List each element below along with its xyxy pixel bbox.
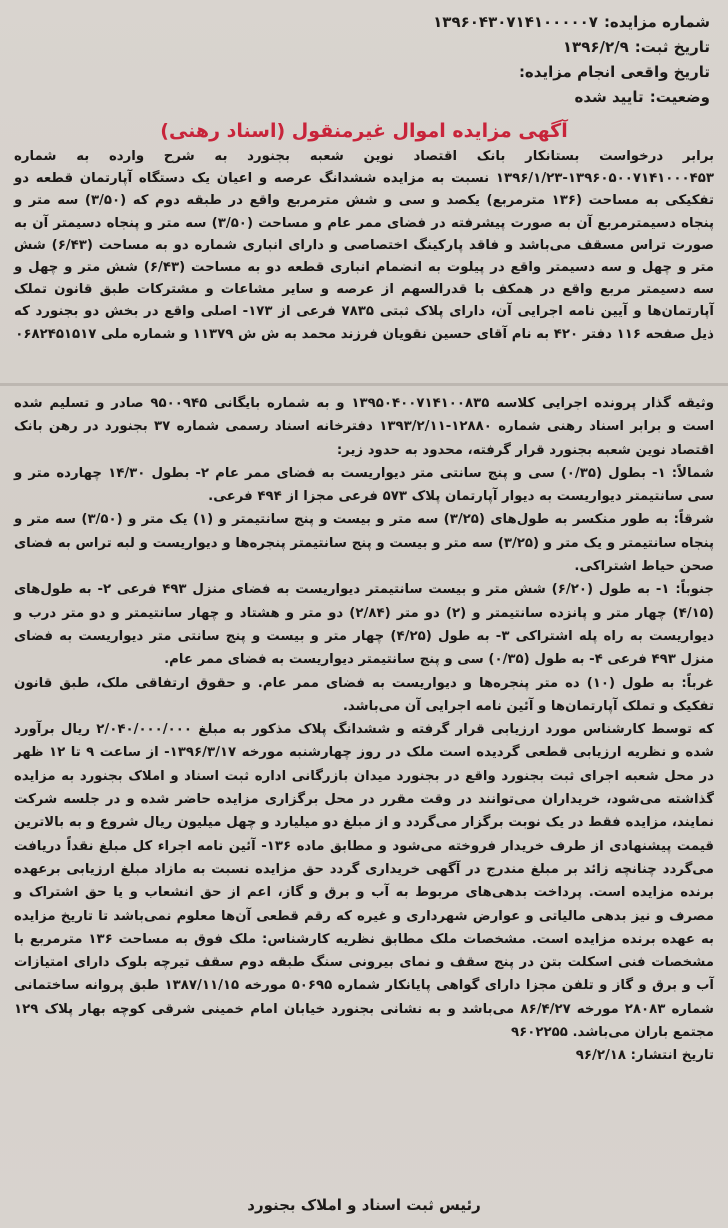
west-boundary: غرباً: به طول (۱۰) ده متر پنجره‌ها و دیواریست به فضای ممر عام. و حقوق ارتفاقی ملک، طبق قانون تفکیک و تملک آپارتمان‌ها و آئین نامه اجرایی آن می‌باشد. (14, 675, 714, 714)
east-boundary: شرقاً: به طور منکسر به طول‌های (۳/۲۵) سه متر و بیست و پنج سانتیمتر و (۱) یک متر و (۳/۵۰) سه متر و پنجاه سانتیمتر و یک متر و (۳/۲۵) سه متر و بیست و پنج سانتیمتر پنجره‌ها و دیواریست و لبه تراس به فضای صحن حیاط اشتراکی. (14, 512, 715, 575)
auction-number-label: شماره مزایده: (603, 13, 710, 31)
auction-number-row (290, 10, 710, 35)
signature: رئیس ثبت اسناد و املاک بجنورد (247, 1196, 481, 1214)
top-paragraph: برابر درخواست بستانکار بانک اقتصاد نوین شعبه بجنورد به شرح وارده به شماره ۱۳۹۶۰۵۰۰۷۱۴۱۰۰۰۴۵۳-۱۳۹۶/۱/۲۳ نسبت به مزایده ششدانگ عرصه و اعیان یک دستگاه آپارتمان قطعه دو تفکیکی به مساحت (۱۳۶ مترمربع) یکصد و سی و شش مترمربع واقع در طبقه دوم که (۳/۵۰) سه متر و پنجاه دسیمترمربع آن به صورت پیشرفته در فضای ممر عام و مساحت (۳/۵۰) سه متر و پنجاه دسیمتر آن به صورت تراس مسقف می‌باشد و فاقد پارکینگ اختصاصی و دارای انباری شماره دو به مساحت (۶/۴۳) شش متر و چهل و سه دسیمتر واقع در پیلوت به انضمام انباری قطعه دو به مساحت (۶/۴۳) شش متر و چهل و سه دسیمتر مربع واقع در همکف با قدرالسهم از عرصه و سایر مشاعات و مشترکات طبق قانون تملک آپارتمان‌ها و آیین نامه اجرایی آن، دارای پلاک ثبتی ۷۸۳۵ فرعی از ۱۷۳- اصلی واقع در بخش دو بجنورد که ذیل صفحه ۱۱۶ دفتر ۴۲۰ به نام آقای حسین نقویان فرزند محمد به ش ش ۱۱۳۷۹ و شماره ملی ۰۶۸۲۴۵۱۵۱۷ (14, 149, 714, 342)
actual-date-row (290, 60, 710, 85)
auction-terms: که توسط کارشناس مورد ارزیابی قرار گرفته و ششدانگ پلاک مذکور به مبلغ ۲/۰۴۰/۰۰۰/۰۰۰ ریال برآورد شده و نظریه ارزیابی قطعی گردیده است ملک در روز چهارشنبه مورخه ۱۳۹۶/۳/۱۷- از ساعت ۹ تا ۱۲ ظهر در محل شعبه اجرای ثبت بجنورد واقع در بجنورد میدان بازرگانی اداره ثبت اسناد و املاک بجنورد به مزایده گذاشته می‌شود، خریداران می‌توانند در وقت مقرر در محل برگزاری مزایده حاضر شده و در جلسه شرکت نمایند، مزایده فقط در یک نوبت برگزار می‌گردد و از مبلغ دو میلیارد و چهل میلیون ریال شروع و به بالاترین قیمت پیشنهادی از طرف خریدار فروخته می‌شود و مطابق ماده ۱۳۶- آئین نامه اجراء کل مبلغ نقداً دریافت می‌گردد چنانچه زائد بر مبلغ مندرج در آگهی خریداری گردد حق مزایده نسبت به مازاد مبلغ ارزیابی برعهده برنده مزایده است. پرداخت بدهی‌های مربوط به آب و برق و گاز، اعم از حق انشعاب و یا حق اشتراک و مصرف و نیز بدهی مالیاتی و عوارض شهرداری و غیره که رقم قطعی آن‌ها معلوم نمی‌باشد تا تاریخ مزایده به عهده برنده مزایده است. مشخصات ملک مطابق نظریه کارشناس: ملک فوق به مساحت ۱۳۶ مترمربع با مشخصات فنی اسکلت بتن در پنج سقف و نمای بیرونی سنگ طبقه دوم سقف تیرچه بلوک دارای امتیازات آب و برق و گاز و تلفن مجزا دارای گواهی پایانکار شماره ۵۰۶۹۵ مورخه ۱۳۸۷/۱۱/۱۵ طبق پروانه ساختمانی شماره ۲۸۰۸۳ مورخه ۸۶/۴/۲۷ می‌باشد و به نشانی بجنورد خیابان امام خمینی شرقی کوچه بهار پلاک ۱۲۹ مجتمع باران می‌باشد. ۹۶۰۲۲۵۵ (14, 722, 714, 1041)
south-boundary: جنوباً: ۱- به طول (۶/۲۰) شش متر و بیست سانتیمتر دیواریست به فضای منزل ۴۹۳ فرعی ۲- به طول‌های (۴/۱۵) چهار متر و پانزده سانتیمتر و (۲) دو متر (۲/۸۴) دو متر و هشتاد و چهار سانتیمتر و دو متر درب و دیواریست به راه پله اشتراکی ۳- به طول (۴/۲۵) چهار متر و بیست و پنج سانتی متر دیواریست به فضای منزل ۴۹۳ فرعی ۴- به طول (۰/۳۵) سی و پنج سانتیمتر دیواریست به فضای ممر عام. (14, 582, 714, 668)
notice-title: آگهی مزایده اموال غیرمنقول (اسناد رهنی) (160, 120, 568, 142)
register-date: ۱۳۹۶/۲/۹ (562, 38, 629, 56)
status-row (290, 85, 710, 110)
auction-number: ۱۳۹۶۰۴۳۰۷۱۴۱۰۰۰۰۰۷ (433, 13, 598, 31)
north-boundary: شمالاً: ۱- بطول (۰/۳۵) سی و پنج سانتی متر دیواریست به فضای ممر عام ۲- بطول ۱۴/۳۰ چهارده متر و سی سانتیمتر دیواریست به دیوار آپارتمان پلاک ۵۷۳ فرعی مجزا از ۴۹۴ فرعی. (14, 465, 714, 505)
register-date-row (290, 35, 710, 60)
lower-section (14, 392, 714, 1068)
clipping-seam (0, 383, 728, 386)
auction-meta (290, 10, 710, 110)
mortgage-paragraph: وثیقه گذار پرونده اجرایی کلاسه ۱۳۹۵۰۴۰۰۷۱۴۱۰۰۸۳۵ و به شماره بایگانی ۹۵۰۰۹۴۵ صادر و تسلیم شده است و برابر اسناد رهنی شماره ۱۲۸۸۰-۱۳۹۳/۲/۱۱ دفترخانه اسناد رسمی شماره ۳۷ بجنورد در رهن بانک اقتصاد نوین شعبه بجنورد قرار گرفته، محدود به حدود زیر: (14, 396, 714, 458)
register-date-label: تاریخ ثبت: (634, 38, 710, 56)
status-label: وضعیت: (649, 88, 710, 106)
status-value: تایید شده (574, 88, 644, 106)
publish-date: تاریخ انتشار: ۹۶/۲/۱۸ (575, 1048, 714, 1064)
actual-date-label: تاریخ واقعی انجام مزایده: (518, 63, 710, 81)
